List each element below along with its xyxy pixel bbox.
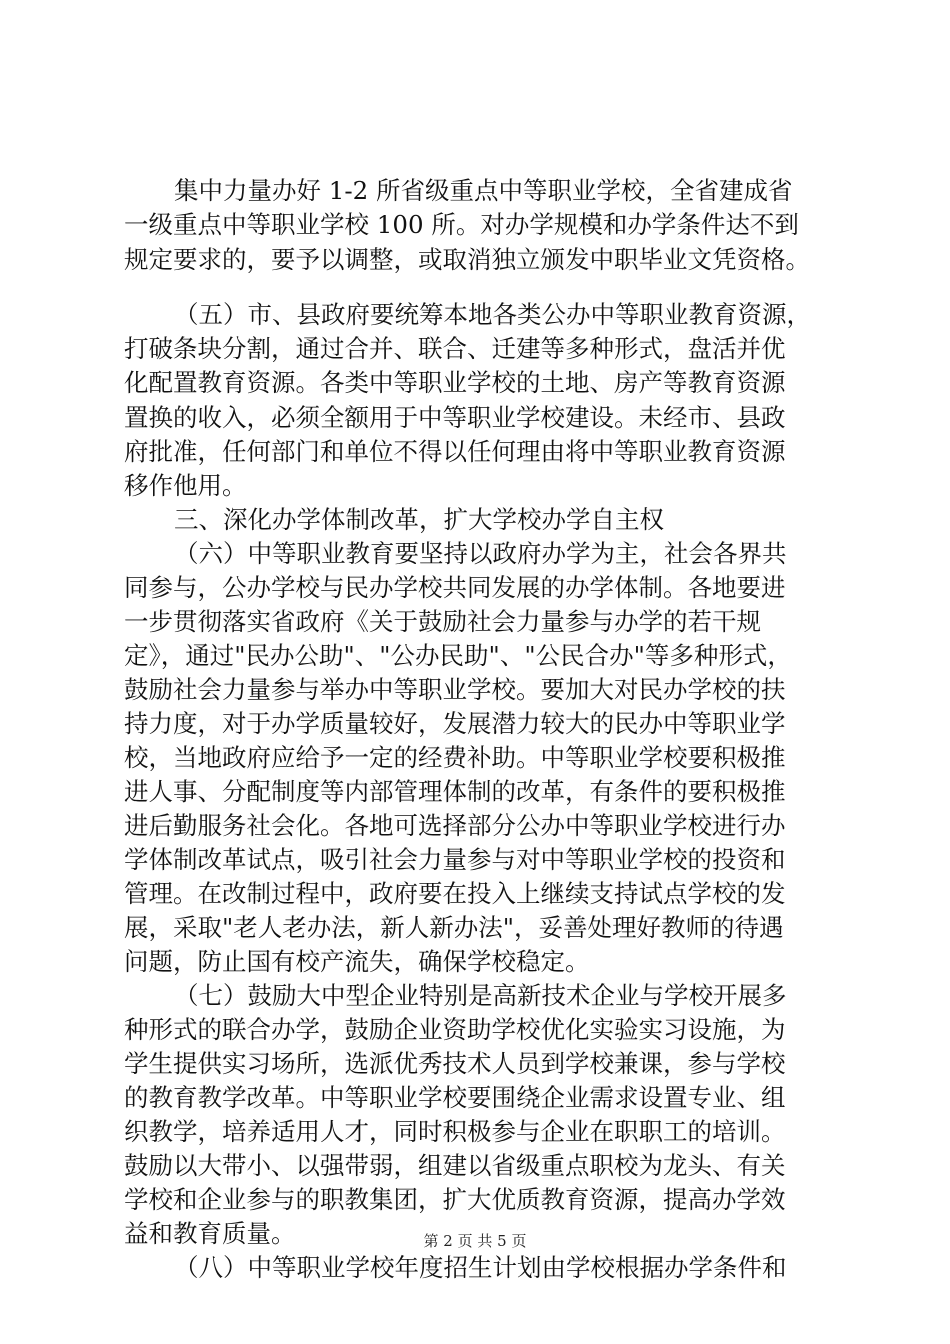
text-line: （七）鼓励大中型企业特别是高新技术企业与学校开展多 [174,981,787,1010]
text-line: 一级重点中等职业学校 100 所。对办学规模和办学条件达不到 [124,210,799,239]
text-line: 定》，通过"民办公助"、"公办民助"、"公民合办"等多种形式， [124,641,792,670]
text-line: 学生提供实习场所，选派优秀技术人员到学校兼课，参与学校 [124,1049,786,1078]
text-line: 集中力量办好 1-2 所省级重点中等职业学校，全省建成省 [174,176,793,205]
text-line: 一步贯彻落实省政府《关于鼓励社会力量参与办学的若干规 [124,607,761,636]
text-line: 鼓励社会力量参与举办中等职业学校。要加大对民办学校的扶 [124,675,786,704]
text-line: 规定要求的，要予以调整，或取消独立颁发中职毕业文凭资格。 [124,245,810,274]
text-line: （五）市、县政府要统筹本地各类公办中等职业教育资源， [174,300,811,329]
text-line: 进后勤服务社会化。各地可选择部分公办中等职业学校进行办 [124,811,786,840]
text-line: 校，当地政府应给予一定的经费补助。中等职业学校要积极推 [124,743,786,772]
text-line: 学校和企业参与的职教集团，扩大优质教育资源，提高办学效 [124,1185,786,1214]
text-line: 进人事、分配制度等内部管理体制的改革，有条件的要积极推 [124,777,786,806]
text-line: 展，采取"老人老办法，新人新办法"，妥善处理好教师的待遇 [124,913,784,942]
text-line: 管理。在改制过程中，政府要在投入上继续支持试点学校的发 [124,879,786,908]
text-line: （八）中等职业学校年度招生计划由学校根据办学条件和 [174,1253,787,1282]
text-line: 移作他用。 [124,471,247,500]
text-line: 同参与，公办学校与民办学校共同发展的办学体制。各地要进 [124,573,786,602]
text-line: 置换的收入，必须全额用于中等职业学校建设。未经市、县政 [124,403,786,432]
text-line: 的教育教学改革。中等职业学校要围绕企业需求设置专业、组 [124,1083,786,1112]
text-line: （六）中等职业教育要坚持以政府办学为主，社会各界共 [174,539,787,568]
text-line: 打破条块分割，通过合并、联合、迁建等多种形式，盘活并优 [124,334,786,363]
text-line: 化配置教育资源。各类中等职业学校的土地、房产等教育资源 [124,368,786,397]
text-line: 织教学，培养适用人才，同时积极参与企业在职职工的培训。 [124,1117,786,1146]
section-heading: 三、深化办学体制改革，扩大学校办学自主权 [174,505,664,534]
text-line: 鼓励以大带小、以强带弱，组建以省级重点职校为龙头、有关 [124,1151,786,1180]
text-line: 学体制改革试点，吸引社会力量参与对中等职业学校的投资和 [124,845,786,874]
page-number-footer: 第 2 页 共 5 页 [423,1232,527,1250]
text-line: 问题，防止国有校产流失，确保学校稳定。 [124,947,590,976]
text-line: 种形式的联合办学，鼓励企业资助学校优化实验实习设施，为 [124,1015,786,1044]
text-line: 府批准，任何部门和单位不得以任何理由将中等职业教育资源 [124,437,786,466]
text-line: 持力度，对于办学质量较好，发展潜力较大的民办中等职业学 [124,709,786,738]
text-line: 益和教育质量。 [124,1219,296,1248]
